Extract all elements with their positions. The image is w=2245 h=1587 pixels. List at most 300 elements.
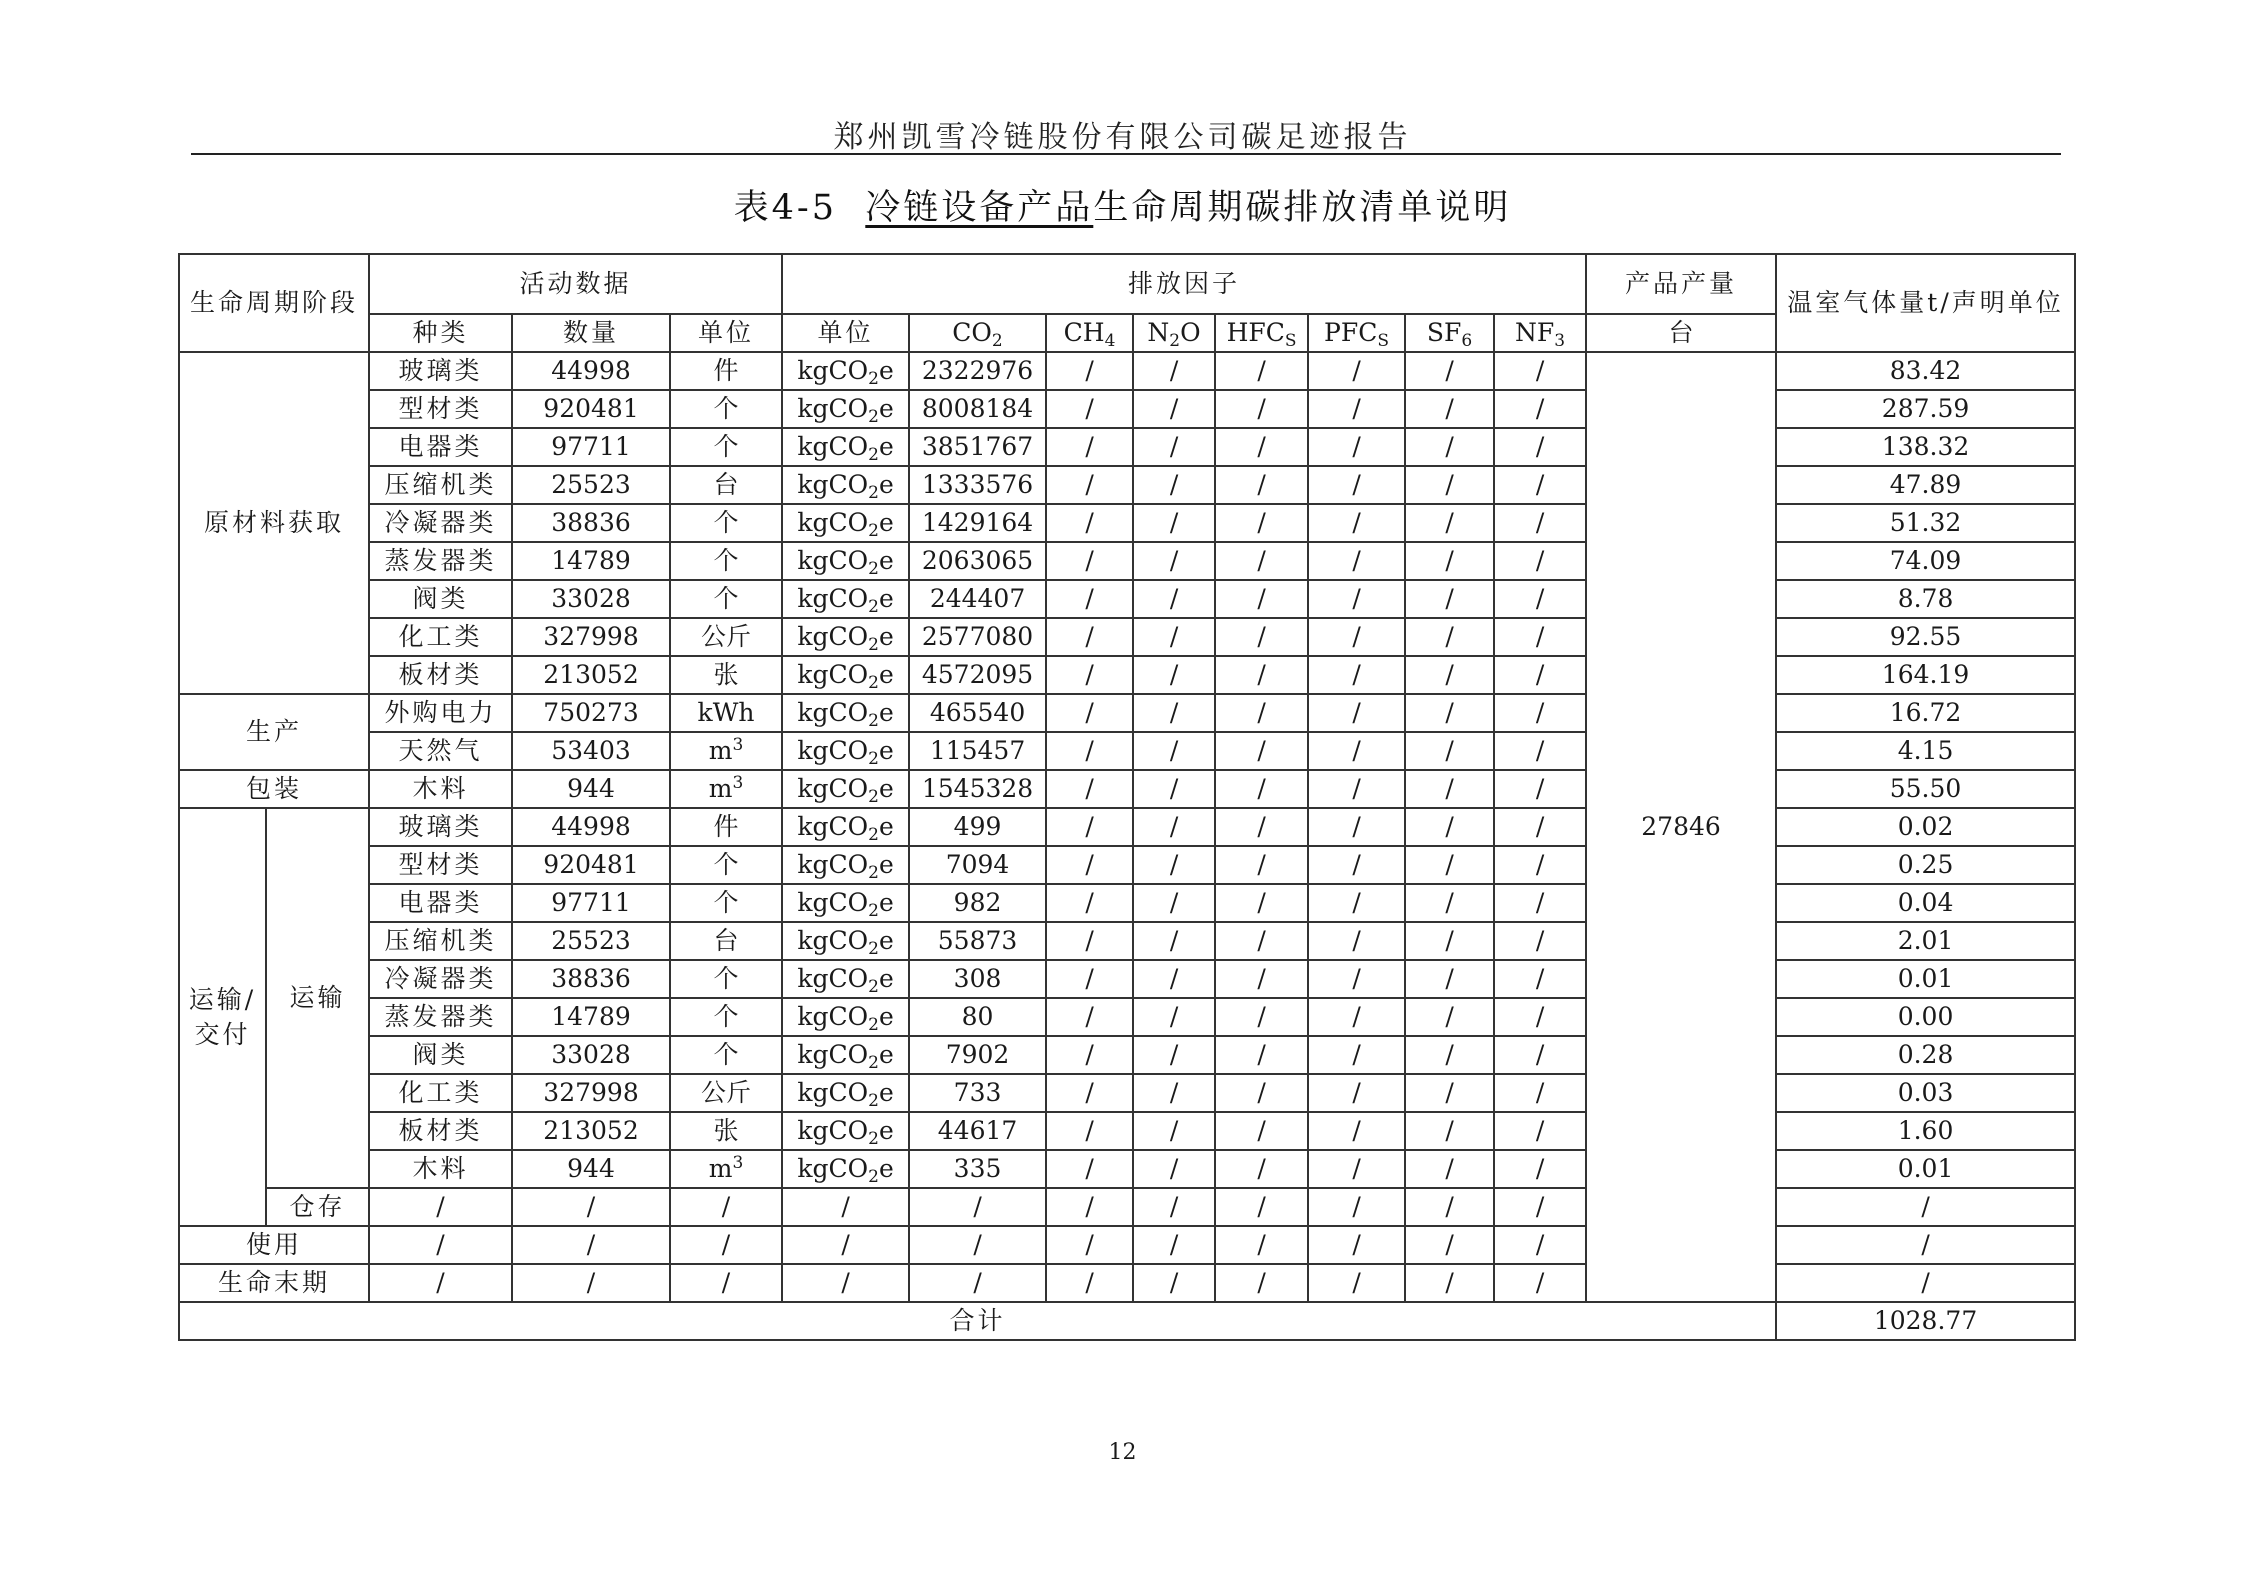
kind-cell: 天然气 — [369, 732, 512, 770]
unit-cell: $m^3$ — [670, 1150, 782, 1188]
ef-unit-cell: kgCO$_2$e — [782, 542, 909, 580]
not-applicable-cell: / — [1308, 1150, 1405, 1188]
co2-cell: 2063065 — [909, 542, 1046, 580]
co2-cell: 244407 — [909, 580, 1046, 618]
stage-end-of-life: 生命末期 — [179, 1264, 369, 1302]
kind-cell: 蒸发器类 — [369, 542, 512, 580]
ghg-cell: 0.03 — [1776, 1074, 2075, 1112]
unit-cell: 个 — [670, 390, 782, 428]
not-applicable-cell: / — [1215, 504, 1308, 542]
co2-cell: 499 — [909, 808, 1046, 846]
ghg-cell: 0.04 — [1776, 884, 2075, 922]
ghg-cell: / — [1776, 1264, 2075, 1302]
not-applicable-cell: / — [1046, 428, 1133, 466]
col-header-kind: 种类 — [369, 314, 512, 352]
stage-transport: 运输 — [266, 808, 369, 1188]
not-applicable-cell: / — [369, 1226, 512, 1264]
table-row — [179, 884, 2075, 922]
ghg-cell: 8.78 — [1776, 580, 2075, 618]
not-applicable-cell: / — [1494, 656, 1586, 694]
not-applicable-cell: / — [1133, 1074, 1215, 1112]
not-applicable-cell: / — [1046, 1112, 1133, 1150]
not-applicable-cell: / — [1046, 466, 1133, 504]
not-applicable-cell: / — [1308, 580, 1405, 618]
not-applicable-cell: / — [1494, 1264, 1586, 1302]
not-applicable-cell: / — [1494, 770, 1586, 808]
not-applicable-cell: / — [1046, 884, 1133, 922]
kind-cell: 电器类 — [369, 884, 512, 922]
kind-cell: 压缩机类 — [369, 922, 512, 960]
not-applicable-cell: / — [1308, 1188, 1405, 1226]
co2-cell: 44617 — [909, 1112, 1046, 1150]
ghg-cell: 0.28 — [1776, 1036, 2075, 1074]
kind-cell: 木料 — [369, 770, 512, 808]
not-applicable-cell: / — [1133, 846, 1215, 884]
table-number: 表4-5 — [733, 188, 838, 228]
not-applicable-cell: / — [1215, 808, 1308, 846]
not-applicable-cell: / — [1494, 1226, 1586, 1264]
ghg-cell: 92.55 — [1776, 618, 2075, 656]
kind-cell: 电器类 — [369, 428, 512, 466]
kind-cell: 化工类 — [369, 618, 512, 656]
not-applicable-cell: / — [1308, 1036, 1405, 1074]
not-applicable-cell: / — [1215, 922, 1308, 960]
not-applicable-cell: / — [1405, 352, 1494, 390]
ef-unit-cell: kgCO$_2$e — [782, 390, 909, 428]
not-applicable-cell: / — [1308, 922, 1405, 960]
not-applicable-cell: / — [1046, 656, 1133, 694]
unit-cell: 个 — [670, 504, 782, 542]
not-applicable-cell: / — [1405, 694, 1494, 732]
total-value: 1028.77 — [1776, 1302, 2075, 1340]
unit-cell: 个 — [670, 428, 782, 466]
ghg-cell: / — [1776, 1226, 2075, 1264]
not-applicable-cell: / — [1046, 960, 1133, 998]
table-row — [179, 732, 2075, 770]
not-applicable-cell: / — [1215, 1264, 1308, 1302]
not-applicable-cell: / — [1405, 466, 1494, 504]
ef-unit-cell: kgCO$_2$e — [782, 1150, 909, 1188]
table-row — [179, 618, 2075, 656]
co2-cell: 4572095 — [909, 656, 1046, 694]
not-applicable-cell: / — [1133, 960, 1215, 998]
ghg-cell: 51.32 — [1776, 504, 2075, 542]
not-applicable-cell: / — [1215, 390, 1308, 428]
unit-cell: 公斤 — [670, 1074, 782, 1112]
not-applicable-cell: / — [1215, 466, 1308, 504]
ghg-cell: 83.42 — [1776, 352, 2075, 390]
ef-unit-cell: kgCO$_2$e — [782, 960, 909, 998]
not-applicable-cell: / — [1215, 1036, 1308, 1074]
not-applicable-cell: / — [1494, 504, 1586, 542]
ghg-cell: 0.00 — [1776, 998, 2075, 1036]
not-applicable-cell: / — [1215, 656, 1308, 694]
stage-raw-material: 原材料获取 — [179, 352, 369, 694]
not-applicable-cell: / — [1308, 428, 1405, 466]
not-applicable-cell: / — [1405, 884, 1494, 922]
page-number: 12 — [1108, 1440, 1137, 1465]
kind-cell: 板材类 — [369, 1112, 512, 1150]
col-header-activity: 活动数据 — [369, 254, 782, 314]
not-applicable-cell: / — [1494, 884, 1586, 922]
quantity-cell: 213052 — [512, 1112, 670, 1150]
quantity-cell: 25523 — [512, 466, 670, 504]
co2-cell: 2577080 — [909, 618, 1046, 656]
co2-cell: 7902 — [909, 1036, 1046, 1074]
ef-unit-cell: kgCO$_2$e — [782, 732, 909, 770]
col-header-ch4: $CH_4$ — [1046, 314, 1133, 352]
kind-cell: 冷凝器类 — [369, 960, 512, 998]
not-applicable-cell: / — [512, 1226, 670, 1264]
not-applicable-cell: / — [1405, 808, 1494, 846]
co2-cell: 982 — [909, 884, 1046, 922]
ghg-cell: 55.50 — [1776, 770, 2075, 808]
ef-unit-cell: kgCO$_2$e — [782, 998, 909, 1036]
not-applicable-cell: / — [1308, 998, 1405, 1036]
not-applicable-cell: / — [1405, 428, 1494, 466]
not-applicable-cell: / — [1405, 846, 1494, 884]
not-applicable-cell: / — [1405, 504, 1494, 542]
table-row — [179, 1302, 2075, 1340]
not-applicable-cell: / — [1308, 1074, 1405, 1112]
not-applicable-cell: / — [1405, 732, 1494, 770]
quantity-cell: 327998 — [512, 618, 670, 656]
table-row — [179, 808, 2075, 846]
unit-cell: 件 — [670, 808, 782, 846]
col-header-n2o: $N_2O$ — [1133, 314, 1215, 352]
ef-unit-cell: kgCO$_2$e — [782, 808, 909, 846]
table-row — [179, 352, 2075, 390]
not-applicable-cell: / — [1308, 656, 1405, 694]
table-row — [179, 846, 2075, 884]
table-row — [179, 580, 2075, 618]
table-row — [179, 542, 2075, 580]
unit-cell: 个 — [670, 884, 782, 922]
kind-cell: 玻璃类 — [369, 352, 512, 390]
not-applicable-cell: / — [1215, 580, 1308, 618]
ef-unit-cell: kgCO$_2$e — [782, 1074, 909, 1112]
not-applicable-cell: / — [1405, 1112, 1494, 1150]
not-applicable-cell: / — [1308, 770, 1405, 808]
not-applicable-cell: / — [1133, 352, 1215, 390]
unit-cell: kWh — [670, 694, 782, 732]
quantity-cell: 44998 — [512, 352, 670, 390]
unit-cell: 张 — [670, 1112, 782, 1150]
not-applicable-cell: / — [1046, 542, 1133, 580]
col-header-unit: 单位 — [670, 314, 782, 352]
kind-cell: 冷凝器类 — [369, 504, 512, 542]
ghg-cell: 2.01 — [1776, 922, 2075, 960]
col-header-quantity: 数量 — [512, 314, 670, 352]
ef-unit-cell: kgCO$_2$e — [782, 428, 909, 466]
ef-unit-cell: kgCO$_2$e — [782, 770, 909, 808]
not-applicable-cell: / — [1308, 1226, 1405, 1264]
ghg-cell: 47.89 — [1776, 466, 2075, 504]
quantity-cell: 25523 — [512, 922, 670, 960]
kind-cell: 阀类 — [369, 580, 512, 618]
not-applicable-cell: / — [1308, 808, 1405, 846]
table-row — [179, 960, 2075, 998]
not-applicable-cell: / — [1215, 960, 1308, 998]
not-applicable-cell: / — [1133, 504, 1215, 542]
not-applicable-cell: / — [1133, 1036, 1215, 1074]
table-title — [0, 180, 2245, 230]
not-applicable-cell: / — [512, 1188, 670, 1226]
col-header-ef-unit: 单位 — [782, 314, 909, 352]
table-row — [179, 1188, 2075, 1226]
total-label: 合计 — [179, 1302, 1776, 1340]
not-applicable-cell: / — [1308, 1264, 1405, 1302]
co2-cell: 1333576 — [909, 466, 1046, 504]
not-applicable-cell: / — [1308, 694, 1405, 732]
col-header-pfcs: $PFC_S$ — [1308, 314, 1405, 352]
col-header-ghg: 温室气体量t/声明单位 — [1776, 254, 2075, 352]
ef-unit-cell: kgCO$_2$e — [782, 504, 909, 542]
not-applicable-cell: / — [1308, 504, 1405, 542]
table-row — [179, 656, 2075, 694]
not-applicable-cell: / — [1405, 1036, 1494, 1074]
not-applicable-cell: / — [1405, 770, 1494, 808]
not-applicable-cell: / — [1405, 1226, 1494, 1264]
col-header-emission-factor: 排放因子 — [782, 254, 1586, 314]
not-applicable-cell: / — [1046, 618, 1133, 656]
kind-cell: 型材类 — [369, 390, 512, 428]
not-applicable-cell: / — [1308, 352, 1405, 390]
not-applicable-cell: / — [1215, 1226, 1308, 1264]
not-applicable-cell: / — [1308, 732, 1405, 770]
quantity-cell: 920481 — [512, 390, 670, 428]
quantity-cell: 38836 — [512, 504, 670, 542]
not-applicable-cell: / — [1494, 732, 1586, 770]
not-applicable-cell: / — [1046, 352, 1133, 390]
co2-cell: 80 — [909, 998, 1046, 1036]
product-output-value: 27846 — [1586, 352, 1776, 1302]
stage-storage: 仓存 — [266, 1188, 369, 1226]
report-header: 郑州凯雪冷链股份有限公司碳足迹报告 — [833, 120, 1412, 155]
not-applicable-cell: / — [1308, 960, 1405, 998]
ef-unit-cell: kgCO$_2$e — [782, 580, 909, 618]
col-header-product-output: 产品产量 — [1586, 254, 1776, 314]
ef-unit-cell: kgCO$_2$e — [782, 922, 909, 960]
not-applicable-cell: / — [1133, 732, 1215, 770]
not-applicable-cell: / — [1046, 770, 1133, 808]
kind-cell: 型材类 — [369, 846, 512, 884]
not-applicable-cell: / — [1405, 542, 1494, 580]
quantity-cell: 213052 — [512, 656, 670, 694]
not-applicable-cell: / — [1215, 694, 1308, 732]
not-applicable-cell: / — [1494, 1188, 1586, 1226]
not-applicable-cell: / — [1046, 808, 1133, 846]
table-row — [179, 1150, 2075, 1188]
table-row — [179, 998, 2075, 1036]
not-applicable-cell: / — [1133, 770, 1215, 808]
not-applicable-cell: / — [1046, 1074, 1133, 1112]
quantity-cell: 97711 — [512, 428, 670, 466]
ef-unit-cell: kgCO$_2$e — [782, 1036, 909, 1074]
quantity-cell: 33028 — [512, 1036, 670, 1074]
ef-unit-cell: kgCO$_2$e — [782, 618, 909, 656]
ghg-cell: 0.25 — [1776, 846, 2075, 884]
kind-cell: 外购电力 — [369, 694, 512, 732]
quantity-cell: 920481 — [512, 846, 670, 884]
co2-cell: 1545328 — [909, 770, 1046, 808]
kind-cell: 压缩机类 — [369, 466, 512, 504]
not-applicable-cell: / — [782, 1264, 909, 1302]
not-applicable-cell: / — [1215, 770, 1308, 808]
ghg-cell: 74.09 — [1776, 542, 2075, 580]
unit-cell: 台 — [670, 922, 782, 960]
not-applicable-cell: / — [1133, 1150, 1215, 1188]
col-header-output-unit: 台 — [1586, 314, 1776, 352]
not-applicable-cell: / — [1405, 1150, 1494, 1188]
ef-unit-cell: kgCO$_2$e — [782, 884, 909, 922]
table-row — [179, 1264, 2075, 1302]
kind-cell: 阀类 — [369, 1036, 512, 1074]
kind-cell: 板材类 — [369, 656, 512, 694]
not-applicable-cell: / — [1405, 1074, 1494, 1112]
not-applicable-cell: / — [1494, 960, 1586, 998]
quantity-cell: 38836 — [512, 960, 670, 998]
ghg-cell: 4.15 — [1776, 732, 2075, 770]
not-applicable-cell: / — [1215, 1150, 1308, 1188]
not-applicable-cell: / — [1308, 1112, 1405, 1150]
kind-cell: 木料 — [369, 1150, 512, 1188]
not-applicable-cell: / — [1133, 580, 1215, 618]
not-applicable-cell: / — [1046, 1150, 1133, 1188]
not-applicable-cell: / — [1046, 1264, 1133, 1302]
not-applicable-cell: / — [1494, 1074, 1586, 1112]
not-applicable-cell: / — [1046, 1188, 1133, 1226]
not-applicable-cell: / — [1215, 618, 1308, 656]
not-applicable-cell: / — [1405, 960, 1494, 998]
not-applicable-cell: / — [1494, 428, 1586, 466]
table-row — [179, 694, 2075, 732]
not-applicable-cell: / — [1215, 998, 1308, 1036]
co2-cell: 55873 — [909, 922, 1046, 960]
not-applicable-cell: / — [1046, 922, 1133, 960]
not-applicable-cell: / — [1133, 884, 1215, 922]
not-applicable-cell: / — [1308, 542, 1405, 580]
not-applicable-cell: / — [1405, 656, 1494, 694]
not-applicable-cell: / — [1405, 618, 1494, 656]
co2-cell: 2322976 — [909, 352, 1046, 390]
not-applicable-cell: / — [1215, 352, 1308, 390]
not-applicable-cell: / — [1133, 1264, 1215, 1302]
stage-use: 使用 — [179, 1226, 369, 1264]
not-applicable-cell: / — [1494, 1150, 1586, 1188]
table-row — [179, 1074, 2075, 1112]
kind-cell: 蒸发器类 — [369, 998, 512, 1036]
not-applicable-cell: / — [1494, 466, 1586, 504]
ghg-cell: 16.72 — [1776, 694, 2075, 732]
not-applicable-cell: / — [1494, 618, 1586, 656]
header-divider — [191, 153, 2061, 155]
not-applicable-cell: / — [1494, 808, 1586, 846]
col-header-sf6: $SF_6$ — [1405, 314, 1494, 352]
not-applicable-cell: / — [369, 1264, 512, 1302]
not-applicable-cell: / — [1046, 504, 1133, 542]
not-applicable-cell: / — [1133, 808, 1215, 846]
unit-cell: 个 — [670, 542, 782, 580]
ghg-cell: 287.59 — [1776, 390, 2075, 428]
not-applicable-cell: / — [1405, 1264, 1494, 1302]
stage-packaging: 包装 — [179, 770, 369, 808]
unit-cell: 件 — [670, 352, 782, 390]
quantity-cell: 944 — [512, 770, 670, 808]
not-applicable-cell: / — [1133, 922, 1215, 960]
not-applicable-cell: / — [1405, 390, 1494, 428]
not-applicable-cell: / — [909, 1226, 1046, 1264]
quantity-cell: 14789 — [512, 998, 670, 1036]
not-applicable-cell: / — [909, 1264, 1046, 1302]
ef-unit-cell: kgCO$_2$e — [782, 466, 909, 504]
not-applicable-cell: / — [1046, 1226, 1133, 1264]
unit-cell: 张 — [670, 656, 782, 694]
not-applicable-cell: / — [1133, 694, 1215, 732]
not-applicable-cell: / — [1133, 542, 1215, 580]
not-applicable-cell: / — [1046, 732, 1133, 770]
ghg-cell: 1.60 — [1776, 1112, 2075, 1150]
kind-cell: 玻璃类 — [369, 808, 512, 846]
not-applicable-cell: / — [670, 1264, 782, 1302]
not-applicable-cell: / — [782, 1226, 909, 1264]
not-applicable-cell: / — [670, 1188, 782, 1226]
not-applicable-cell: / — [1046, 1036, 1133, 1074]
table-row — [179, 466, 2075, 504]
not-applicable-cell: / — [1494, 998, 1586, 1036]
not-applicable-cell: / — [1046, 390, 1133, 428]
not-applicable-cell: / — [512, 1264, 670, 1302]
ef-unit-cell: kgCO$_2$e — [782, 694, 909, 732]
co2-cell: 115457 — [909, 732, 1046, 770]
quantity-cell: 944 — [512, 1150, 670, 1188]
co2-cell: 465540 — [909, 694, 1046, 732]
not-applicable-cell: / — [1133, 998, 1215, 1036]
quantity-cell: 53403 — [512, 732, 670, 770]
emission-inventory-table — [178, 253, 2076, 1341]
not-applicable-cell: / — [1046, 694, 1133, 732]
not-applicable-cell: / — [1405, 1188, 1494, 1226]
ghg-cell: 164.19 — [1776, 656, 2075, 694]
unit-cell: 个 — [670, 960, 782, 998]
not-applicable-cell: / — [1494, 922, 1586, 960]
quantity-cell: 750273 — [512, 694, 670, 732]
ghg-cell: 138.32 — [1776, 428, 2075, 466]
ef-unit-cell: kgCO$_2$e — [782, 352, 909, 390]
co2-cell: 8008184 — [909, 390, 1046, 428]
not-applicable-cell: / — [1215, 1112, 1308, 1150]
not-applicable-cell: / — [1308, 846, 1405, 884]
not-applicable-cell: / — [1133, 656, 1215, 694]
table-row — [179, 922, 2075, 960]
table-row — [179, 504, 2075, 542]
table-title-rest: 生命周期碳排放清单说明 — [1093, 188, 1512, 228]
not-applicable-cell: / — [1215, 1074, 1308, 1112]
ghg-cell: 0.01 — [1776, 960, 2075, 998]
not-applicable-cell: / — [1494, 1112, 1586, 1150]
not-applicable-cell: / — [1133, 618, 1215, 656]
not-applicable-cell: / — [1215, 428, 1308, 466]
not-applicable-cell: / — [1215, 1188, 1308, 1226]
table-row — [179, 1036, 2075, 1074]
quantity-cell: 327998 — [512, 1074, 670, 1112]
not-applicable-cell: / — [1494, 390, 1586, 428]
co2-cell: 335 — [909, 1150, 1046, 1188]
not-applicable-cell: / — [1308, 618, 1405, 656]
not-applicable-cell: / — [1494, 542, 1586, 580]
not-applicable-cell: / — [1494, 352, 1586, 390]
co2-cell: 7094 — [909, 846, 1046, 884]
